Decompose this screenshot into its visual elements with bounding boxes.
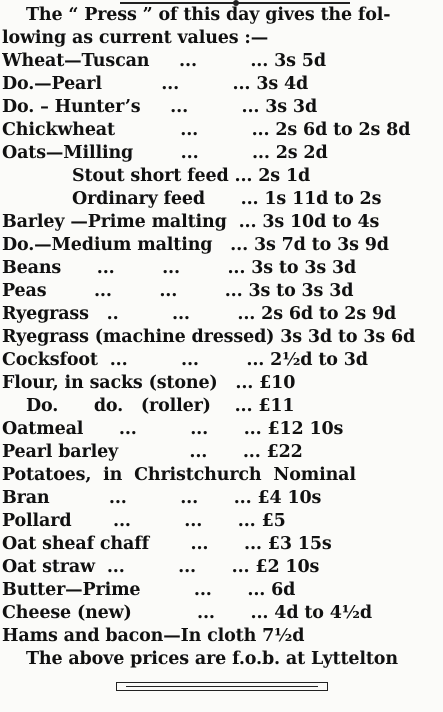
price-row-ryegrass: Ryegrass .. ... ... 2s 6d to 2s 9d [2, 304, 397, 324]
intro-line-2: lowing as current values :— [2, 28, 269, 48]
price-row-cocksfoot: Cocksfoot ... ... ... 2½d to 3d [2, 350, 368, 370]
price-row-pearl-barley: Pearl barley ... ... £22 [2, 442, 303, 462]
price-row-wheat-pearl: Do.—Pearl ... ... 3s 4d [2, 74, 309, 94]
price-row-oats-stout: Stout short feed ... 2s 1d [72, 166, 311, 186]
price-row-ryegrass-machine: Ryegrass (machine dressed) 3s 3d to 3s 6d [2, 327, 416, 347]
price-row-oat-sheaf-chaff: Oat sheaf chaff ... ... £3 15s [2, 534, 332, 554]
price-row-wheat-hunters: Do. – Hunter’s ... ... 3s 3d [2, 97, 318, 117]
price-row-pollard: Pollard ... ... ... £5 [2, 511, 286, 531]
price-row-flour-roller: Do. do. (roller) ... £11 [26, 396, 295, 416]
price-row-flour-stone: Flour, in sacks (stone) ... £10 [2, 373, 296, 393]
bottom-rule-inner-line [126, 686, 318, 687]
price-row-barley-medium: Do.—Medium malting ... 3s 7d to 3s 9d [2, 235, 389, 255]
price-row-beans: Beans ... ... ... 3s to 3s 3d [2, 258, 357, 278]
price-row-cheese: Cheese (new) ... ... 4d to 4½d [2, 603, 372, 623]
price-row-barley-prime: Barley —Prime malting ... 3s 10d to 4s [2, 212, 380, 232]
price-row-wheat-tuscan: Wheat—Tuscan ... ... 3s 5d [2, 51, 326, 71]
price-row-oats-ordinary: Ordinary feed ... 1s 11d to 2s [72, 189, 382, 209]
price-row-peas: Peas ... ... ... 3s to 3s 3d [2, 281, 354, 301]
price-row-oatmeal: Oatmeal ... ... ... £12 10s [2, 419, 344, 439]
price-row-chickwheat: Chickwheat ... ... 2s 6d to 2s 8d [2, 120, 411, 140]
price-row-hams-bacon: Hams and bacon—In cloth 7½d [2, 626, 305, 646]
closing-note: The above prices are f.o.b. at Lyttelton [26, 649, 398, 669]
price-row-potatoes: Potatoes, in Christchurch Nominal [2, 465, 356, 485]
price-row-oat-straw: Oat straw ... ... ... £2 10s [2, 557, 320, 577]
price-row-bran: Bran ... ... ... £4 10s [2, 488, 322, 508]
price-row-butter: Butter—Prime ... ... 6d [2, 580, 296, 600]
intro-line-1: The “ Press ” of this day gives the fol- [26, 5, 391, 25]
price-row-oats-milling: Oats—Milling ... ... 2s 2d [2, 143, 328, 163]
